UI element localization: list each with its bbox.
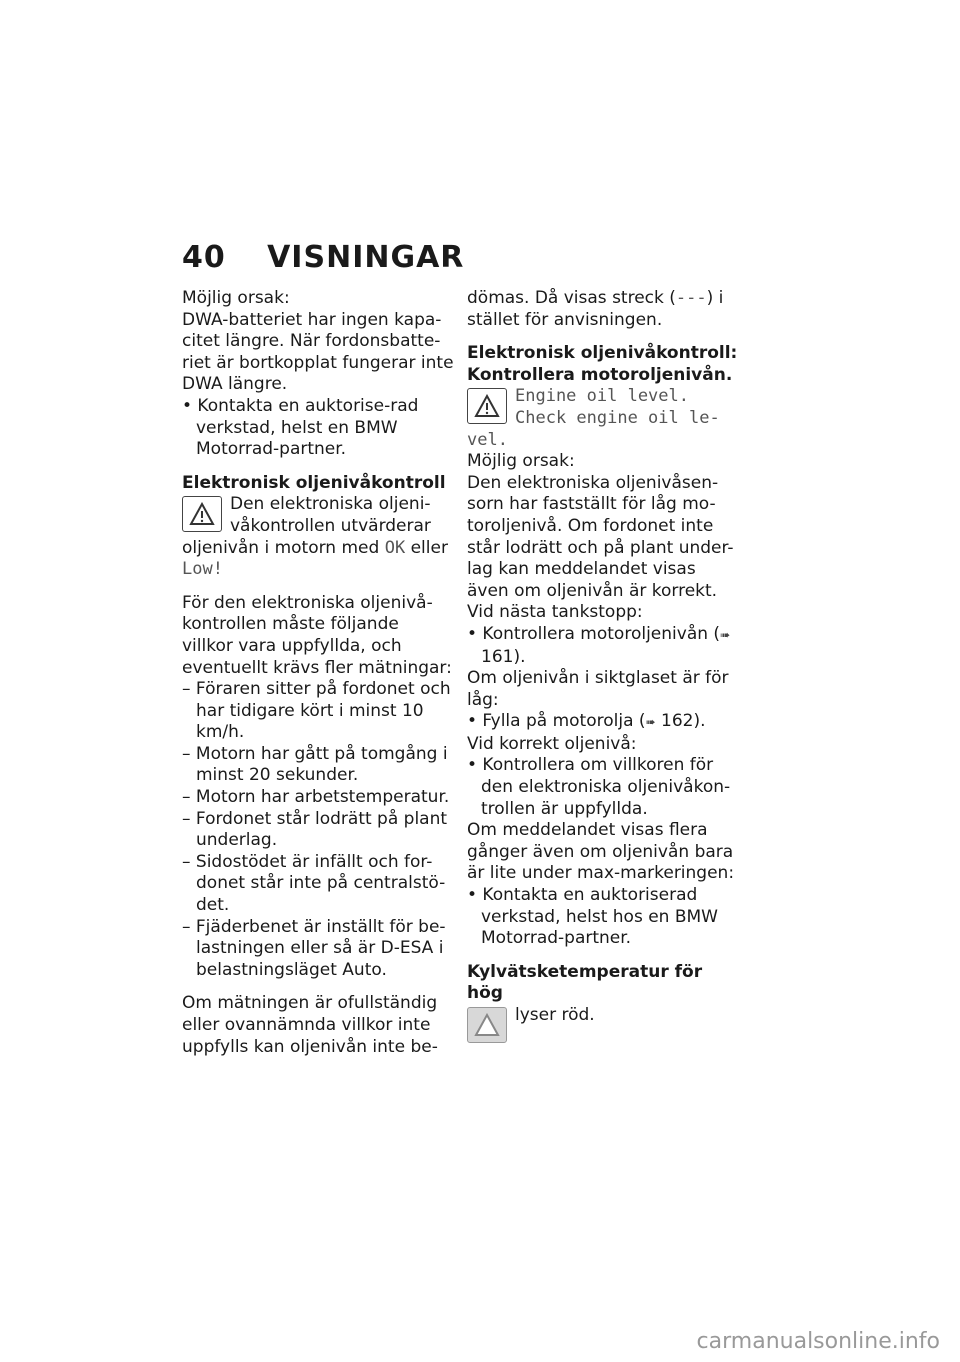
warning-text: lyser röd. <box>515 1005 595 1025</box>
paragraph: Om mätningen är ofullständig eller ovannämnda villkor inte uppfylls kan oljenivån inte be- <box>182 993 438 1057</box>
paragraph: Om oljenivån i siktglaset är för låg: <box>467 668 729 710</box>
warning-text <box>182 494 454 580</box>
warning-triangle-icon <box>182 496 222 532</box>
status-low: Low! <box>182 559 223 580</box>
warning-text-part: eller <box>405 537 448 558</box>
page-number: 40 <box>182 240 226 275</box>
bullet-item: • Kontrollera om villkoren för den elektroniska oljenivåkon-trollen är uppfyllda. <box>467 755 731 819</box>
display-message: Engine oil level. Check engine oil le-vel. <box>467 386 720 450</box>
page-reference: 161). <box>481 646 526 667</box>
bullet-item <box>467 711 739 734</box>
bullet-item: • Kontrollera motoroljenivån (➠ 161). <box>467 623 731 667</box>
warning-block <box>182 494 454 580</box>
condition-item: – Sidostödet är infällt och for-donet står inte på centralstö-det. <box>182 851 446 916</box>
page-header <box>182 240 464 275</box>
reference-arrow-icon: ➠ <box>645 715 656 730</box>
bullet-item: • Kontakta en auktorise-rad verkstad, helst en BMW Motorrad-partner. <box>182 395 419 460</box>
cause-label: Möjlig orsak: <box>182 288 290 308</box>
condition-item: – Fordonet står lodrätt på plant underlag. <box>182 808 448 851</box>
text-part: • Fylla på motorolja ( <box>467 711 646 732</box>
text-part: ) i stället för anvisningen. <box>467 288 724 330</box>
section-heading: Elektronisk oljenivåkontroll: Kontrollera motoroljenivån. <box>467 343 738 385</box>
warning-block <box>467 1005 739 1027</box>
bullet-item: • Kontakta en auktoriserad verkstad, helst hos en BMW Motorrad-partner. <box>467 885 718 949</box>
status-ok: OK <box>384 537 406 558</box>
text-part: • Kontrollera motoroljenivån <box>467 623 709 644</box>
warning-text-part: Den elektroniska oljeni-våkontrollen utvärderar oljenivån i motorn med <box>182 494 431 558</box>
watermark: carmanualsonline.info <box>696 1329 940 1354</box>
page-reference: 162). <box>661 711 706 732</box>
condition-item: – Föraren sitter på fordonet och har tidigare kört i minst 10 km/h. <box>182 679 451 743</box>
paragraph: Vid korrekt oljenivå: <box>467 733 637 754</box>
condition-item: – Motorn har gått på tomgång i minst 20 sekunder. <box>182 743 448 786</box>
warning-block <box>467 386 739 451</box>
paragraph: För den elektroniska oljenivå-kontrollen måste följande villkor vara uppfyllda, och eventuellt krävs fler mätningar: <box>182 592 452 678</box>
page-title: VISNINGAR <box>267 240 465 275</box>
paragraph: Den elektroniska oljenivåsen-sorn har fastställt för låg mo-toroljenivå. Om fordonet inte står lodrätt och på plant under-lag kan meddelandet visas även om oljenivån är korrekt. Vid nästa tankstopp: <box>467 472 734 623</box>
section-heading: Kylvätsketemperatur för hög <box>467 961 703 1004</box>
warning-triangle-icon <box>467 1007 507 1043</box>
dash-placeholder: --- <box>675 288 707 308</box>
paragraph: DWA-batteriet har ingen kapa-citet längre. När fordonsbatte-riet är bortkopplat fungerar inte DWA längre. <box>182 309 454 395</box>
text-part: dömas. Då visas streck ( <box>467 288 676 308</box>
cause-label: Möjlig orsak: <box>467 451 575 472</box>
section-heading: Elektronisk oljenivåkontroll <box>182 472 446 493</box>
left-column <box>182 288 454 1058</box>
condition-item: – Motorn har arbetstemperatur. <box>182 787 450 808</box>
paragraph <box>467 288 739 331</box>
warning-triangle-icon <box>467 388 507 424</box>
paragraph: Om meddelandet visas flera gånger även om oljenivån bara är lite under max-markeringen: <box>467 820 735 884</box>
reference-arrow-icon: ➠ <box>720 627 731 642</box>
condition-item: – Fjäderbenet är inställt för be-lastningen eller så är D-ESA i belastningsläget Auto. <box>182 916 446 980</box>
right-column <box>467 288 739 1045</box>
